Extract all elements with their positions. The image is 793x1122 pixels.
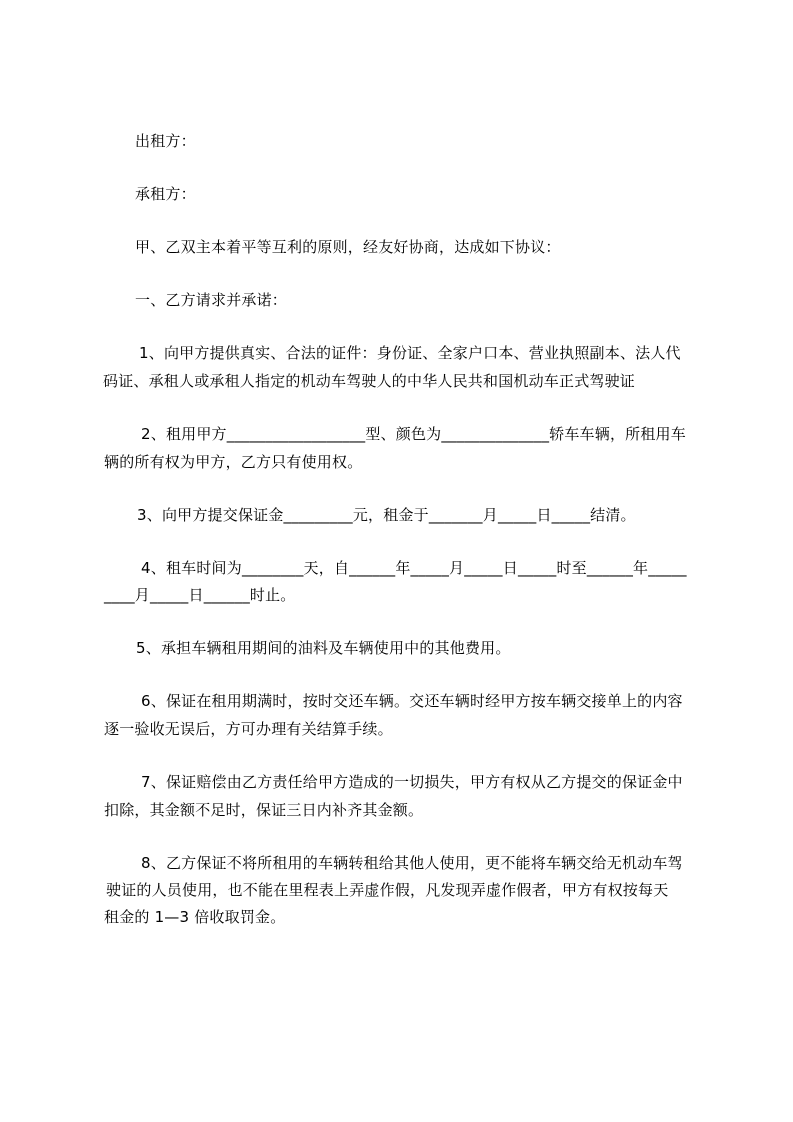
lessee-label: 承租方： [135,185,196,203]
item5-line1: 5、承担车辆租用期间的油料及车辆使用中的其他费用。 [136,639,511,657]
item7-line2: 扣除，其金额不足时，保证三日内补齐其金额。 [104,801,424,819]
item6-line1: 6、保证在租用期满时，按时交还车辆。交还车辆时经甲方按车辆交接单上的内容 [141,692,683,710]
item8-line2: 驶证的人员使用，也不能在里程表上弄虚作假，凡发现弄虚作假者，甲方有权按每天 [106,881,669,899]
item6-line2: 逐一验收无误后，方可办理有关结算手续。 [104,720,393,738]
item1-line1: 1、向甲方提供真实、合法的证件：身份证、全家户口本、营业执照副本、法人代 [139,344,681,362]
item4-line2: ____月_____日______时止。 [104,586,296,604]
item3-line1: 3、向甲方提交保证金_________元，租金于_______月_____日_____结清。 [137,506,636,524]
lessor-label: 出租方： [135,132,196,150]
item2-line1: 2、租用甲方__________________型、颜色为______________轿车车辆，所租用车 [141,425,686,443]
intro-paragraph: 甲、乙双主本着平等互利的原则，经友好协商，达成如下协议： [135,238,561,256]
item8-line1: 8、乙方保证不将所租用的车辆转租给其他人使用，更不能将车辆交给无机动车驾 [141,854,683,872]
item1-line2: 码证、承租人或承租人指定的机动车驾驶人的中华人民共和国机动车正式驾驶证 [103,372,636,390]
item7-line1: 7、保证赔偿由乙方责任给甲方造成的一切损失，甲方有权从乙方提交的保证金中 [141,773,683,791]
item8-line3: 租金的 1—3 倍收取罚金。 [104,908,286,926]
section1-heading: 一、乙方请求并承诺： [135,291,288,309]
item2-line2: 辆的所有权为甲方，乙方只有使用权。 [104,453,363,471]
item4-line1: 4、租车时间为________天，自______年_____月_____日_____时至______年_____ [141,559,687,577]
